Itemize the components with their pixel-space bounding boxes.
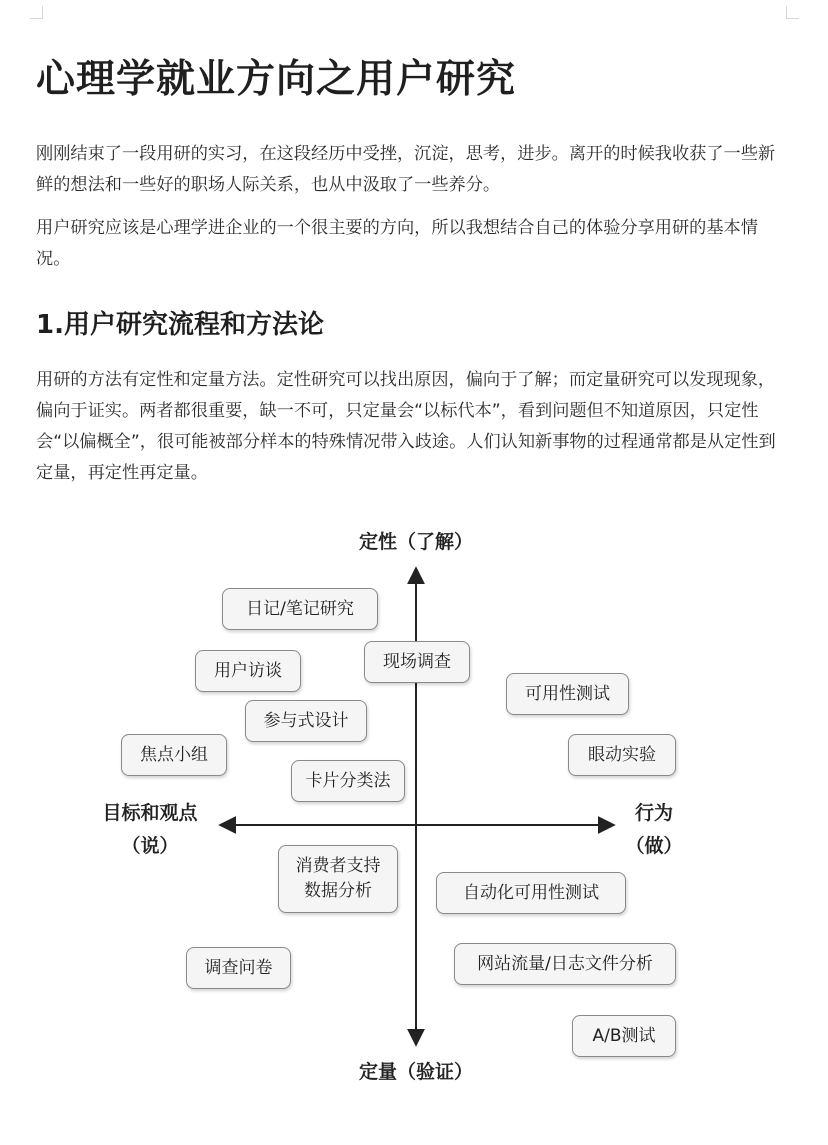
corner-mark-top-right [786,6,799,19]
axis-label-bottom: 定量（验证） [358,1061,473,1083]
article-title: 心理学就业方向之用户研究 [36,57,517,102]
intro-paragraph-1: 刚刚结束了一段用研的实习，在这段经历中受挫，沉淀，思考，进步。离开的时候我收获了一些新鲜的想法和一些好的职场人际关系，也从中汲取了一些养分。 [36,144,776,195]
axis-label-top: 定性（了解） [358,531,473,553]
method-box-auto-usability: 自动化可用性测试 [436,872,626,914]
axis-label-right-1: 行为 [634,802,673,824]
method-box-support-line1: 消费者支持 [295,856,381,876]
method-box-ab-test: A/B测试 [572,1015,676,1057]
method-box-focus-group: 焦点小组 [121,734,227,776]
method-box-card-sort: 卡片分类法 [291,760,405,802]
intro-paragraph-2: 用户研究应该是心理学进企业的一个很主要的方向，所以我想结合自己的体验分享用研的基本情况。 [36,218,758,269]
axis-label-left-2: （说） [121,835,179,857]
method-box-eye-tracking: 眼动实验 [568,734,676,776]
method-box-participatory: 参与式设计 [245,700,367,742]
method-box-support-data [278,845,398,913]
method-box-support-line2: 数据分析 [304,881,372,901]
method-box-survey: 调查问卷 [186,947,291,989]
axis-label-right-2: （做） [625,835,683,857]
method-box-field-study: 现场调查 [364,641,470,683]
corner-mark-top-left [30,6,43,19]
method-box-usability: 可用性测试 [506,673,629,715]
axis-label-left-1: 目标和观点 [102,802,198,824]
section-heading: 1.用户研究流程和方法论 [36,310,324,340]
section-body-paragraph: 用研的方法有定性和定量方法。定性研究可以找出原因，偏向于了解；而定量研究可以发现现象，偏向于证实。两者都很重要，缺一不可，只定量会“以标代本”，看到问题但不知道原因，只定性会“以偏概全”，很可能被部分样本的特殊情况带入歧途。人们认知新事物的过程通常都是从定性到定量，再定性再定量。 [36,370,776,483]
method-box-diary: 日记/笔记研究 [222,588,378,630]
research-methods-diagram [0,520,828,1110]
method-box-interview: 用户访谈 [195,650,301,692]
method-box-web-analytics: 网站流量/日志文件分析 [454,943,676,985]
